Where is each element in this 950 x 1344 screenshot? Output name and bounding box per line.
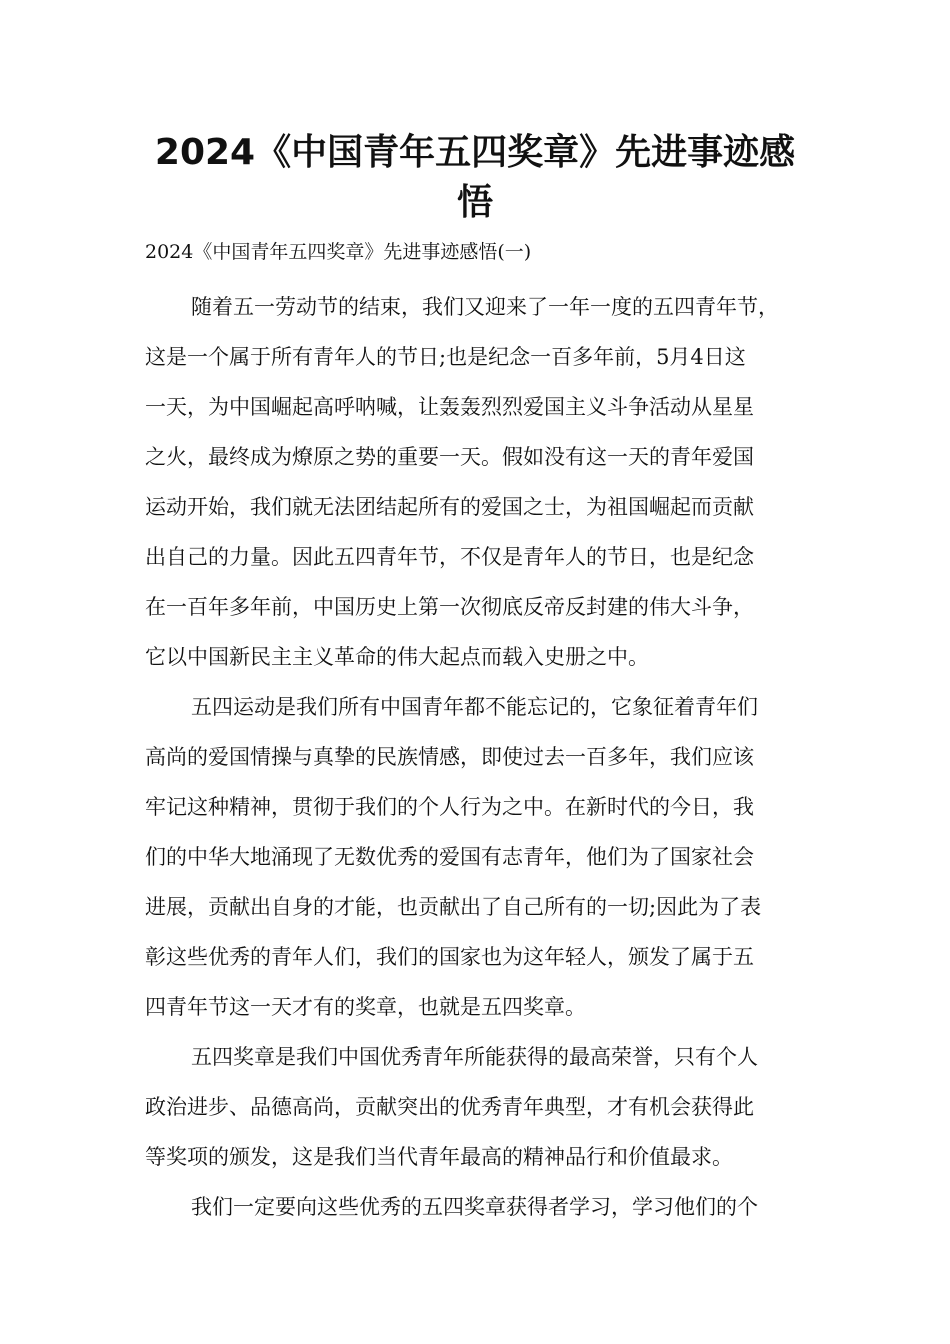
title-line-2: 悟 <box>456 182 493 223</box>
document-body <box>145 282 807 1232</box>
text-line: 一天，为中国崛起高呼呐喊，让轰轰烈烈爱国主义斗争活动从星星 <box>145 395 754 419</box>
paragraph-3 <box>145 1032 807 1182</box>
text-line: 随着五一劳动节的结束，我们又迎来了一年一度的五四青年节， <box>191 295 779 319</box>
text-line: 政治进步、品德高尚，贡献突出的优秀青年典型，才有机会获得此 <box>145 1095 754 1119</box>
text-line: 运动开始，我们就无法团结起所有的爱国之士，为祖国崛起而贡献 <box>145 495 754 519</box>
document-subtitle: 2024《中国青年五四奖章》先进事迹感悟(一) <box>145 241 532 263</box>
paragraph-4 <box>145 1182 807 1232</box>
text-line: 之火，最终成为燎原之势的重要一天。假如没有这一天的青年爱国 <box>145 445 754 469</box>
title-line-1: 2024《中国青年五四奖章》先进事迹感 <box>154 132 796 173</box>
paragraph-2 <box>145 682 807 1032</box>
text-line: 五四运动是我们所有中国青年都不能忘记的，它象征着青年们 <box>191 695 758 719</box>
text-line: 五四奖章是我们中国优秀青年所能获得的最高荣誉，只有个人 <box>191 1045 758 1069</box>
text-line: 进展，贡献出自身的才能，也贡献出了自己所有的一切;因此为了表 <box>145 895 762 919</box>
text-line: 们的中华大地涌现了无数优秀的爱国有志青年，他们为了国家社会 <box>145 845 754 869</box>
document-title <box>120 128 830 228</box>
text-line: 在一百年多年前，中国历史上第一次彻底反帝反封建的伟大斗争， <box>145 595 754 619</box>
text-line: 彰这些优秀的青年人们，我们的国家也为这年轻人，颁发了属于五 <box>145 945 754 969</box>
text-line: 它以中国新民主主义革命的伟大起点而载入史册之中。 <box>145 645 649 669</box>
text-line: 牢记这种精神，贯彻于我们的个人行为之中。在新时代的今日，我 <box>145 795 754 819</box>
text-line: 这是一个属于所有青年人的节日;也是纪念一百多年前，5月4日这 <box>145 345 746 369</box>
text-line: 等奖项的颁发，这是我们当代青年最高的精神品行和价值最求。 <box>145 1145 733 1169</box>
paragraph-1 <box>145 282 807 682</box>
text-line: 高尚的爱国情操与真挚的民族情感，即使过去一百多年，我们应该 <box>145 745 754 769</box>
text-line: 我们一定要向这些优秀的五四奖章获得者学习，学习他们的个 <box>191 1195 758 1219</box>
text-line: 四青年节这一天才有的奖章，也就是五四奖章。 <box>145 995 586 1019</box>
text-line: 出自己的力量。因此五四青年节，不仅是青年人的节日，也是纪念 <box>145 545 754 569</box>
